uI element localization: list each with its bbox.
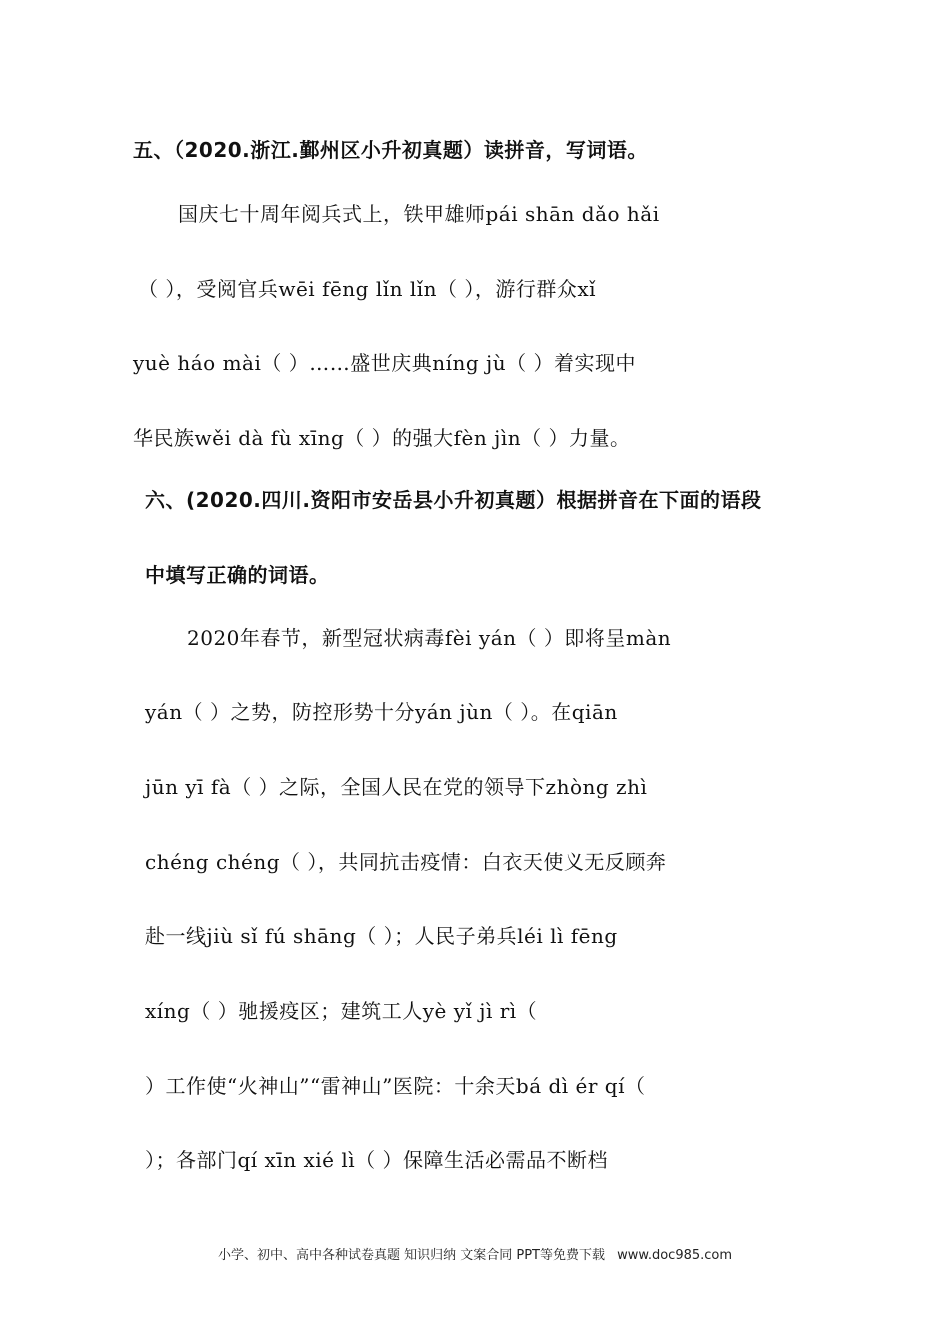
section-6-line-4: chéng chéng（ ），共同抗击疫情：白衣天使义无反顾奔 xyxy=(145,850,667,874)
section-5-line-3: yuè háo mài（ ）……盛世庆典níng jù（ ）着实现中 xyxy=(133,351,636,375)
section-6-heading-line-2: 中填写正确的词语。 xyxy=(145,563,330,587)
section-6-line-8: ）；各部门qí xīn xié lì（ ）保障生活必需品不断档 xyxy=(145,1148,608,1172)
section-5-line-4: 华民族wěi dà fù xīng（ ）的强大fèn jìn（ ）力量。 xyxy=(133,426,631,450)
section-6-line-3: jūn yī fà（ ）之际，全国人民在党的领导下zhòng zhì xyxy=(145,775,648,799)
section-6-line-7: ）工作使“火神山”“雷神山”医院：十余天bá dì ér qí（ xyxy=(145,1074,646,1098)
section-6-line-6: xíng（ ）驰援疫区；建筑工人yè yǐ jì rì（ xyxy=(145,999,538,1023)
section-5-heading: 五、（2020.浙江.鄞州区小升初真题）读拼音，写词语。 xyxy=(133,138,648,162)
footer-text: 小学、初中、高中各种试卷真题 知识归纳 文案合同 PPT等免费下载 xyxy=(217,1248,605,1263)
section-6-line-5: 赴一线jiù sǐ fú shāng（ ）；人民子弟兵léi lì fēng xyxy=(145,924,618,948)
section-6-heading-line-1: 六、(2020.四川.资阳市安岳县小升初真题）根据拼音在下面的语段 xyxy=(145,488,762,512)
section-6-line-1: 2020年春节，新型冠状病毒fèi yán（ ）即将呈màn xyxy=(187,626,672,650)
section-5-line-1: 国庆七十周年阅兵式上，铁甲雄师pái shān dǎo hǎi xyxy=(178,202,660,226)
section-6-line-2: yán（ ）之势，防控形势十分yán jùn（ ）。在qiān xyxy=(145,700,618,724)
footer-link[interactable]: www.doc985.com xyxy=(617,1248,733,1263)
page-footer xyxy=(0,1244,950,1263)
section-5-line-2: （ ），受阅官兵wēi fēng lǐn lǐn（ ），游行群众xǐ xyxy=(138,277,597,301)
